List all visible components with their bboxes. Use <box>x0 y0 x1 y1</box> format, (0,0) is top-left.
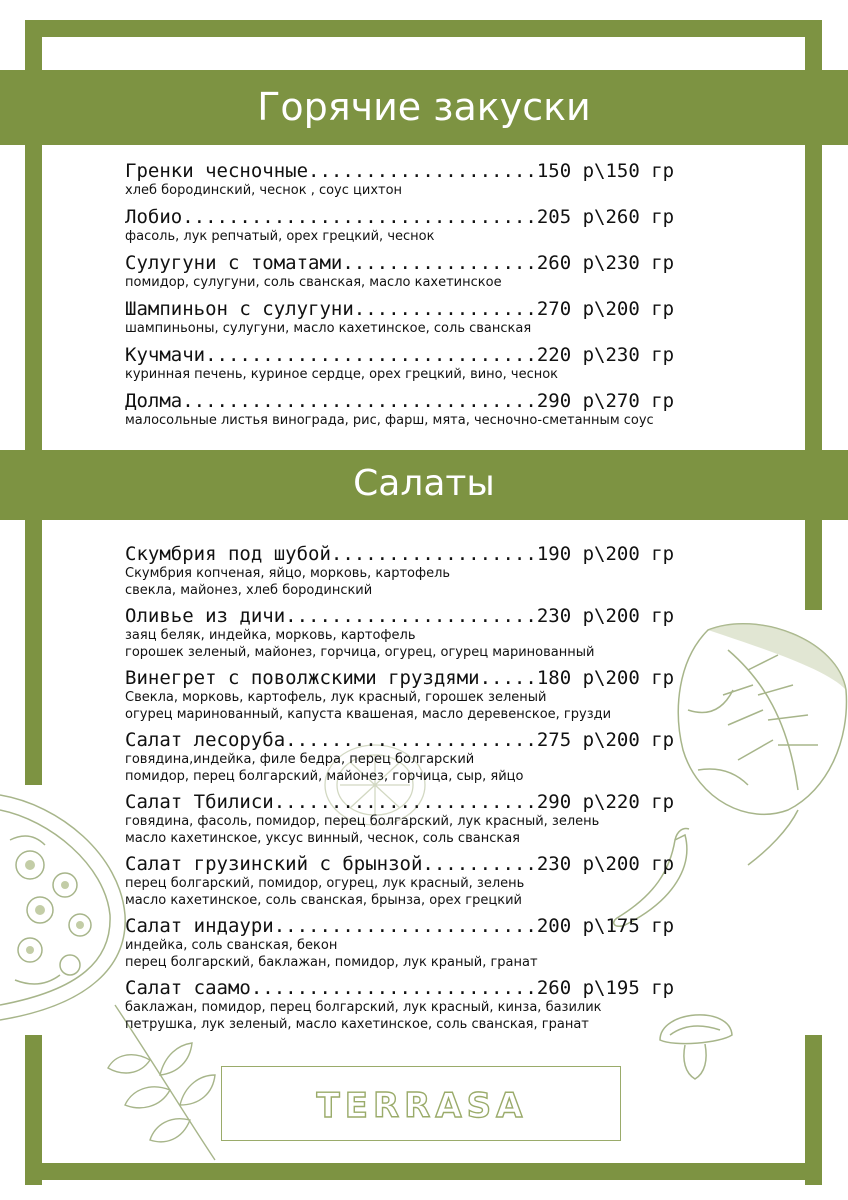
menu-item <box>125 543 674 599</box>
frame-left-mid <box>25 145 42 450</box>
item-description: хлеб бородинский, чеснок , соус цихтон <box>125 183 403 198</box>
item-price: 290 р\270 гр <box>536 390 675 412</box>
menu-item <box>125 344 674 383</box>
menu-item <box>125 252 674 291</box>
item-line <box>125 543 674 565</box>
logo-box <box>221 1066 621 1141</box>
menu-item <box>125 791 674 847</box>
item-name: Винегрет с поволжскими груздями <box>125 667 480 689</box>
frame-bottom-bar <box>25 1163 822 1180</box>
menu-item <box>125 915 674 971</box>
item-name: Оливье из дичи <box>125 605 286 627</box>
dot-leader: .................. <box>330 543 537 565</box>
dot-leader: ............................... <box>182 390 537 412</box>
item-name: Лобио <box>125 206 183 228</box>
item-description: шампиньоны, сулугуни, масло кахетинское, соль сванская <box>125 321 532 336</box>
menu-item <box>125 390 674 429</box>
lettuce-illustration <box>668 610 848 870</box>
item-name: Салат индаури <box>125 915 274 937</box>
item-description: баклажан, помидор, перец болгарский, лук красный, кинза, базилик <box>125 1000 602 1015</box>
item-line <box>125 298 674 320</box>
logo-text: TERRASA <box>316 1086 528 1126</box>
item-line <box>125 605 674 627</box>
item-description: Скумбрия копченая, яйцо, морковь, картофель <box>125 566 451 581</box>
item-line <box>125 206 674 228</box>
item-description: индейка, соль сванская, бекон <box>125 938 338 953</box>
logo <box>222 1067 622 1142</box>
item-price: 200 р\175 гр <box>536 915 675 937</box>
item-description: Свекла, морковь, картофель, лук красный, горошек зеленый <box>125 690 547 705</box>
dot-leader: ................ <box>353 298 537 320</box>
frame-top-bar <box>25 20 822 37</box>
item-description: помидор, сулугуни, соль сванская, масло кахетинское <box>125 275 502 290</box>
item-price: 180 р\200 гр <box>536 667 675 689</box>
section-header-salads <box>0 450 848 520</box>
item-price: 260 р\195 гр <box>536 977 675 999</box>
item-name: Салат грузинский с брынзой <box>125 853 423 875</box>
item-description: свекла, майонез, хлеб бородинский <box>125 583 373 598</box>
dot-leader: ............................... <box>182 206 537 228</box>
menu-item <box>125 605 674 661</box>
item-description: говядина,индейка, филе бедра, перец болгарский <box>125 752 475 767</box>
item-name: Долма <box>125 390 183 412</box>
item-name: Кучмачи <box>125 344 206 366</box>
item-description: перец болгарский, помидор, огурец, лук красный, зелень <box>125 876 525 891</box>
item-line <box>125 853 674 875</box>
frame-right-lower <box>805 520 822 610</box>
item-price: 190 р\200 гр <box>536 543 675 565</box>
item-line <box>125 915 674 937</box>
item-description: помидор, перец болгарский, майонез, горчица, сыр, яйцо <box>125 769 524 784</box>
dot-leader: .......... <box>422 853 537 875</box>
item-name: Гренки чесночные <box>125 160 309 182</box>
item-line <box>125 791 674 813</box>
section-title: Горячие закуски <box>257 85 591 129</box>
item-description: огурец маринованный, капуста квашеная, масло деревенское, грузди <box>125 707 612 722</box>
item-line <box>125 344 674 366</box>
item-price: 230 р\200 гр <box>536 853 675 875</box>
item-line <box>125 252 674 274</box>
item-line <box>125 729 674 751</box>
dot-leader: ....................... <box>273 791 537 813</box>
dot-leader: ................. <box>342 252 537 274</box>
menu-item <box>125 667 674 723</box>
item-price: 230 р\200 гр <box>536 605 675 627</box>
item-name: Шампиньон с сулугуни <box>125 298 354 320</box>
item-description: говядина, фасоль, помидор, перец болгарский, лук красный, зелень <box>125 814 600 829</box>
menu-item <box>125 160 674 199</box>
frame-left-lower <box>25 520 42 785</box>
dot-leader: .................... <box>308 160 537 182</box>
item-price: 290 р\220 гр <box>536 791 675 813</box>
frame-right-mid <box>805 145 822 450</box>
menu-item <box>125 853 674 909</box>
item-name: Салат саамо <box>125 977 251 999</box>
dot-leader: ............................. <box>205 344 537 366</box>
section-title: Салаты <box>353 463 495 504</box>
dot-leader: ..... <box>479 667 537 689</box>
item-description: малосольные листья винограда, рис, фарш, мята, чесночно-сметанным соус <box>125 413 654 428</box>
dot-leader: ...................... <box>285 729 537 751</box>
item-name: Салат лесоруба <box>125 729 286 751</box>
item-description: фасоль, лук репчатый, орех грецкий, чеснок <box>125 229 435 244</box>
item-line <box>125 667 674 689</box>
item-line <box>125 390 674 412</box>
menu-item <box>125 729 674 785</box>
menu-item <box>125 298 674 337</box>
item-name: Сулугуни с томатами <box>125 252 343 274</box>
section-header-hot-appetizers <box>0 70 848 145</box>
menu-item <box>125 206 674 245</box>
item-name: Скумбрия под шубой <box>125 543 331 565</box>
item-line <box>125 977 674 999</box>
item-description: перец болгарский, баклажан, помидор, лук краный, гранат <box>125 955 538 970</box>
item-description: горошек зеленый, майонез, горчица, огурец, огурец маринованный <box>125 645 595 660</box>
item-price: 205 р\260 гр <box>536 206 675 228</box>
item-description: петрушка, лук зеленый, масло кахетинское, соль сванская, гранат <box>125 1017 589 1032</box>
item-description: заяц беляк, индейка, морковь, картофель <box>125 628 416 643</box>
item-description: масло кахетинское, уксус винный, чеснок, соль сванская <box>125 831 520 846</box>
dot-leader: ...................... <box>285 605 537 627</box>
item-price: 270 р\200 гр <box>536 298 675 320</box>
item-price: 220 р\230 гр <box>536 344 675 366</box>
item-name: Салат Тбилиси <box>125 791 274 813</box>
dot-leader: ....................... <box>273 915 537 937</box>
item-price: 150 р\150 гр <box>536 160 675 182</box>
dot-leader: ......................... <box>250 977 537 999</box>
vegetable-bowl-illustration <box>0 785 140 1025</box>
menu-item <box>125 977 674 1033</box>
item-price: 275 р\200 гр <box>536 729 675 751</box>
item-description: масло кахетинское, соль сванская, брынза, орех грецкий <box>125 893 522 908</box>
item-line <box>125 160 674 182</box>
item-description: куринная печень, куриное сердце, орех грецкий, вино, чеснок <box>125 367 559 382</box>
item-price: 260 р\230 гр <box>536 252 675 274</box>
